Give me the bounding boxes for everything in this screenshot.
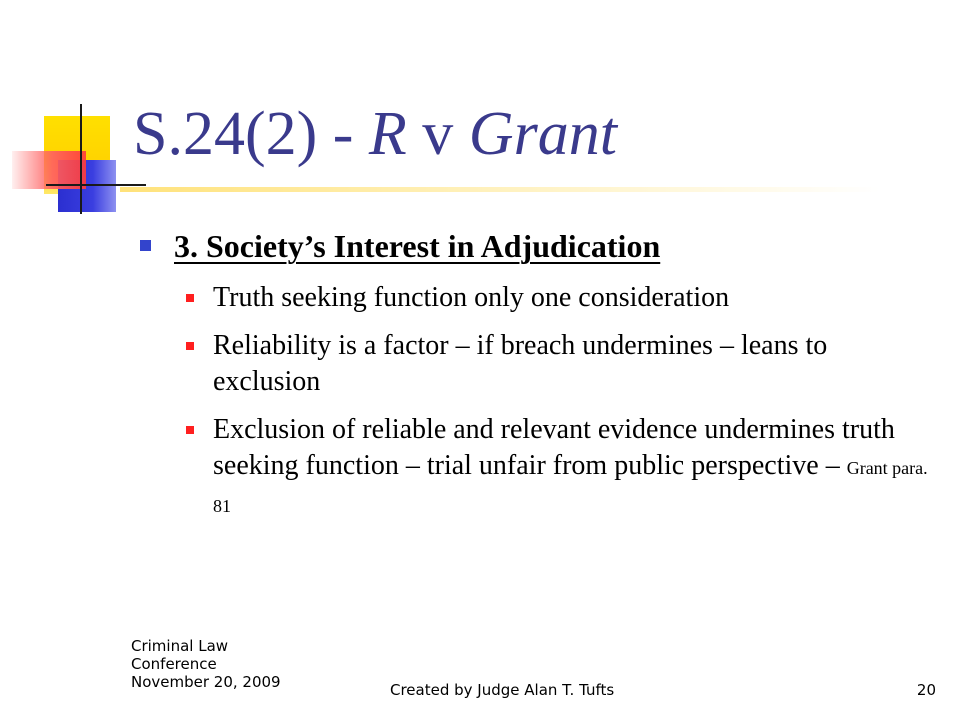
square-bullet-icon bbox=[186, 342, 194, 350]
square-bullet-icon bbox=[186, 426, 194, 434]
citation: Grant para. 81 bbox=[213, 458, 928, 516]
bullet-text: Truth seeking function only one consideration bbox=[213, 282, 730, 313]
footer-date: November 20, 2009 bbox=[131, 673, 281, 691]
bullet-text: Exclusion of reliable and relevant evidence undermines truth seeking function – trial unfair from public perspective bbox=[213, 414, 895, 481]
bullet-item bbox=[213, 412, 930, 524]
title-italic-r: R bbox=[368, 100, 407, 168]
title-part: S.24(2) - bbox=[133, 100, 369, 168]
footer-conference bbox=[131, 637, 311, 691]
level1-item bbox=[140, 226, 930, 266]
slide-number: 20 bbox=[916, 681, 936, 699]
decorative-horizontal-line bbox=[46, 184, 146, 186]
decorative-vertical-line bbox=[80, 104, 82, 214]
section-heading: 3. Society’s Interest in Adjudication bbox=[174, 228, 661, 264]
slide-body bbox=[140, 226, 930, 524]
bullet-text: Reliability is a factor – if breach undermines – leans to exclusion bbox=[213, 330, 828, 397]
title-underline-gradient bbox=[120, 187, 880, 192]
bullet-item bbox=[213, 280, 930, 316]
square-bullet-icon bbox=[186, 294, 194, 302]
title-italic-grant: Grant bbox=[468, 100, 617, 168]
bullet-dash: – bbox=[818, 450, 847, 481]
slide-title bbox=[133, 94, 617, 174]
footer-line: Conference bbox=[131, 655, 217, 673]
bullet-item bbox=[213, 328, 930, 400]
title-part: v bbox=[406, 100, 469, 168]
square-bullet-icon bbox=[140, 240, 151, 251]
footer-author: Created by Judge Alan T. Tufts bbox=[390, 681, 615, 699]
footer-line: Criminal Law bbox=[131, 637, 229, 655]
